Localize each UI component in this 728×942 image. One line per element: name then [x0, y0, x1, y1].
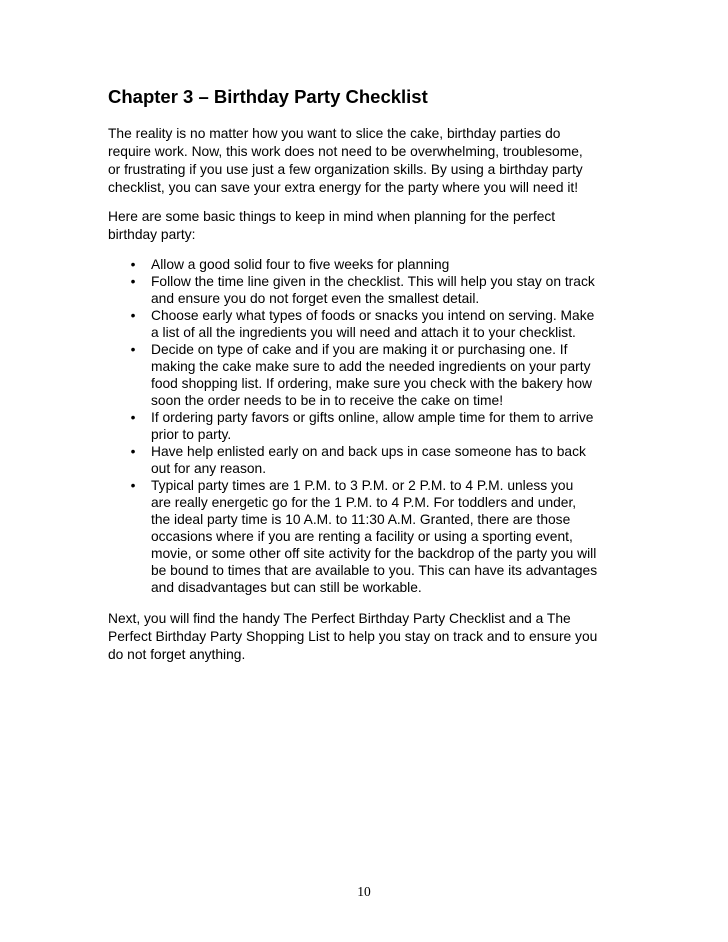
- closing-paragraph: [108, 610, 597, 664]
- list-item-line: are really energetic go for the 1 P.M. to 4 P.M. For toddlers and under,: [151, 495, 577, 510]
- bullet-icon: •: [130, 478, 136, 493]
- list-item-line: out for any reason.: [151, 461, 267, 476]
- paragraph-line: Perfect Birthday Party Shopping List to help you stay on track and to ensure you: [108, 629, 598, 644]
- paragraph-line: checklist, you can save your extra energy for the party where you will need it!: [108, 180, 579, 195]
- bullet-icon: •: [130, 308, 136, 323]
- list-item-line: the ideal party time is 10 A.M. to 11:30 A.M. Granted, there are those: [151, 512, 571, 527]
- list-item-line: movie, or some other off site activity for the backdrop of the party you will: [151, 546, 597, 561]
- list-item-line: a list of all the ingredients you will need and attach it to your checklist.: [151, 325, 576, 340]
- list-item-line: prior to party.: [151, 427, 232, 442]
- list-item-line: making the cake make sure to add the needed ingredients on your party: [151, 359, 591, 374]
- bullet-icon: •: [130, 274, 136, 289]
- list-item: [108, 256, 597, 273]
- bullet-icon: •: [130, 410, 136, 425]
- list-item: [108, 307, 597, 341]
- paragraph-line: The reality is no matter how you want to slice the cake, birthday parties do: [108, 126, 561, 141]
- list-item: [108, 409, 597, 443]
- bullet-icon: •: [130, 342, 136, 357]
- list-item-line: occasions where if you are renting a facility or using a sporting event,: [151, 529, 573, 544]
- list-item-line: soon the order needs to be in to receive the cake on time!: [151, 393, 504, 408]
- list-item-line: Have help enlisted early on and back ups in case someone has to back: [151, 444, 586, 459]
- list-item: [108, 273, 597, 307]
- paragraph-line: do not forget anything.: [108, 647, 246, 662]
- paragraph-line: birthday party:: [108, 227, 196, 242]
- list-item: [108, 341, 597, 409]
- list-item-line: and ensure you do not forget even the smallest detail.: [151, 291, 480, 306]
- lead-paragraph: [108, 208, 555, 244]
- list-item-line: If ordering party favors or gifts online, allow ample time for them to arrive: [151, 410, 594, 425]
- list-item-line: Allow a good solid four to five weeks for planning: [151, 257, 450, 272]
- paragraph-line: require work. Now, this work does not need to be overwhelming, troublesome,: [108, 144, 583, 159]
- paragraph-line: or frustrating if you use just a few organization skills. By using a birthday party: [108, 162, 583, 177]
- list-item-line: Choose early what types of foods or snacks you intend on serving. Make: [151, 308, 595, 323]
- paragraph-line: Next, you will find the handy The Perfect Birthday Party Checklist and a The: [108, 611, 571, 626]
- tips-bullet-list: [108, 256, 597, 596]
- intro-paragraph: [108, 125, 583, 197]
- list-item-line: food shopping list. If ordering, make sure you check with the bakery how: [151, 376, 592, 391]
- list-item-line: and disadvantages but can still be workable.: [151, 580, 422, 595]
- chapter-title: Chapter 3 – Birthday Party Checklist: [108, 86, 428, 107]
- paragraph-line: Here are some basic things to keep in mind when planning for the perfect: [108, 209, 556, 224]
- list-item-line: Decide on type of cake and if you are making it or purchasing one. If: [151, 342, 568, 357]
- list-item-line: be bound to times that are available to you. This can have its advantages: [151, 563, 598, 578]
- list-item-line: Follow the time line given in the checklist. This will help you stay on track: [151, 274, 595, 289]
- list-item: [108, 477, 597, 596]
- bullet-icon: •: [130, 444, 136, 459]
- list-item: [108, 443, 597, 477]
- bullet-icon: •: [130, 257, 136, 272]
- page-number: 10: [357, 884, 371, 899]
- list-item-line: Typical party times are 1 P.M. to 3 P.M. or 2 P.M. to 4 P.M. unless you: [151, 478, 574, 493]
